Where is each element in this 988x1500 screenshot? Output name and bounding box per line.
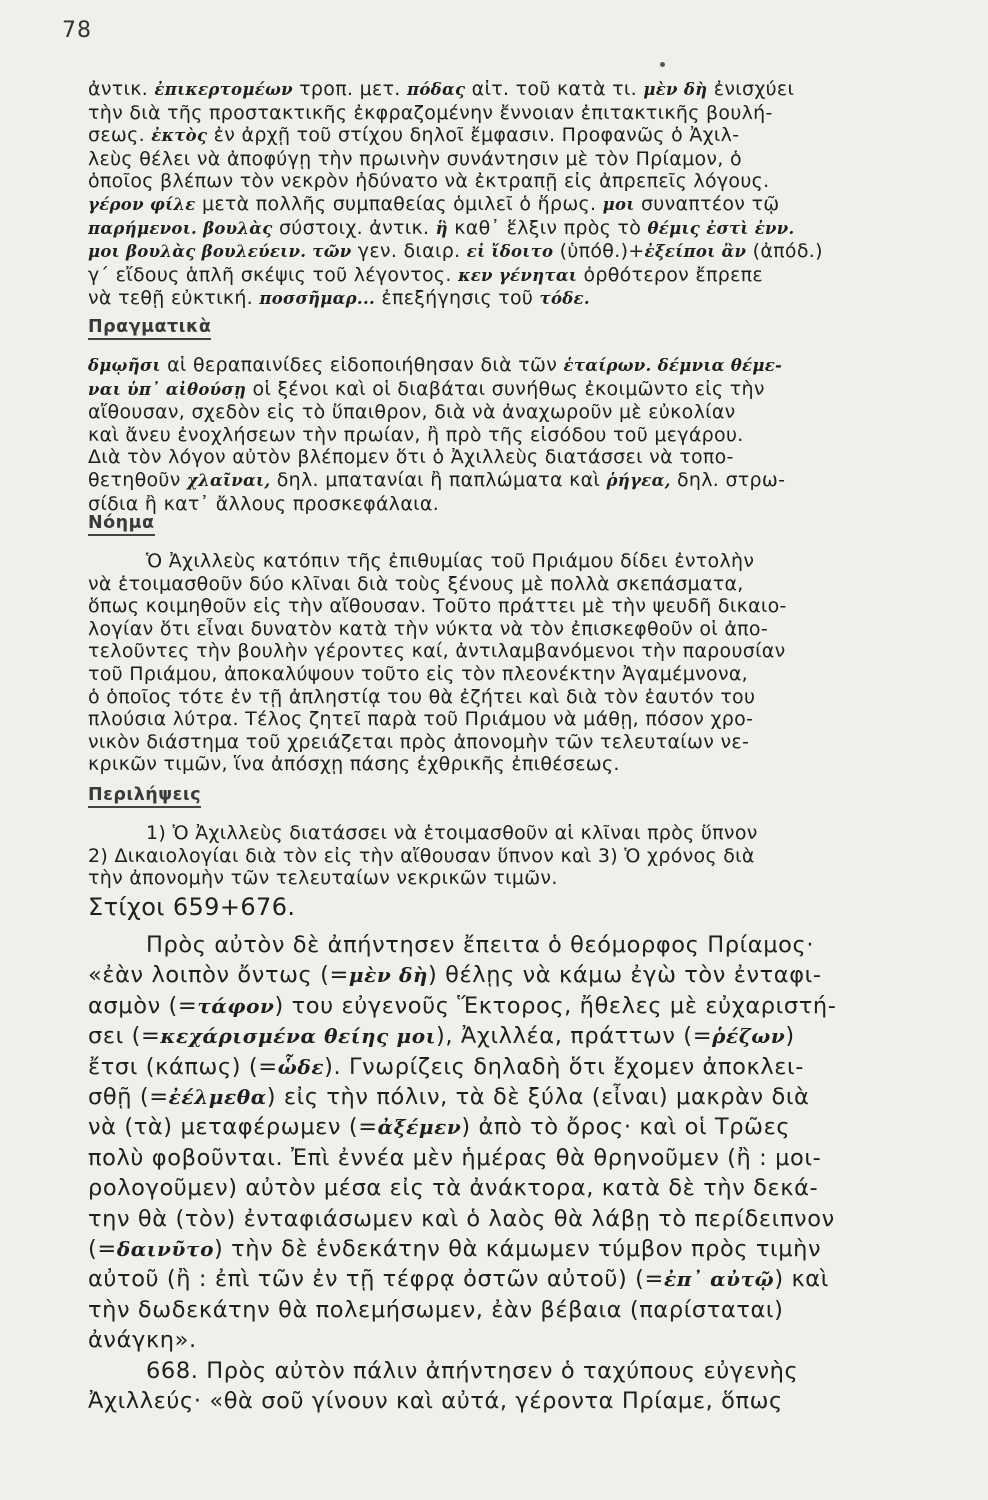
text-segment: ρολογοῦμεν) αὐτὸν μέσα εἰς τὰ ἀνάκτορα, κατὰ δὲ τὴν δεκά- — [88, 1175, 819, 1202]
italic-term: ναι ὑπ᾽ αἰθούσῃ — [88, 379, 247, 399]
italic-term: ἐπ᾽ αὐτῷ — [663, 1267, 775, 1292]
text-line — [88, 1386, 906, 1416]
text-line — [88, 1021, 906, 1051]
text-segment: σθῇ (= — [88, 1084, 169, 1111]
text-line — [88, 469, 906, 493]
text-segment: τοῦ Πριάμου, ἀποκαλύψουν τοῦτο εἰς τὸν πλεονέκτην Ἀγαμέμνονα, — [88, 662, 749, 685]
text-line — [88, 148, 906, 171]
text-line — [88, 1356, 906, 1386]
italic-term: ῥήγεα, — [606, 470, 671, 490]
text-segment: 1) Ὁ Ἀχιλλεὺς διατάσσει νὰ ἑτοιμασθοῦν αἱ κλῖναι πρὸς ὕπνον — [146, 822, 758, 844]
text-segment: σύστοιχ. ἀντικ. — [272, 216, 436, 239]
text-segment: Πρὸς αὐτὸν δὲ ἀπήντησεν ἔπειτα ὁ θεόμορφος Πρίαμος· — [146, 932, 815, 958]
text-line — [88, 102, 906, 125]
italic-term: κεχάρισμένα θείης μοι — [160, 1024, 436, 1049]
italic-term: ῥέζων — [712, 1024, 786, 1049]
text-line — [88, 446, 906, 469]
text-segment: (= — [88, 1236, 117, 1263]
text-line — [88, 663, 906, 686]
text-line — [88, 1143, 906, 1173]
text-segment: ἐνισχύει — [707, 78, 795, 100]
italic-term: ἑταίρων. δέμνια θέμε- — [563, 356, 783, 375]
italic-term: πόδας — [407, 80, 466, 99]
text-segment: τροπ. μετ. — [292, 78, 407, 100]
italic-term: τόδε. — [539, 289, 590, 309]
text-segment: συναπτέον τῷ — [634, 192, 780, 215]
text-segment: γ΄ εἴδους ἁπλῆ σκέψις τοῦ λέγοντος. — [88, 263, 459, 286]
italic-term: ποσσῆμαρ... — [259, 289, 376, 309]
text-line — [88, 1173, 906, 1203]
notes-block-pragmatika — [88, 354, 906, 515]
heading-noima: Νόημα — [88, 513, 155, 536]
text-segment: την θὰ (τὸν) ἐνταφιάσωμεν καὶ ὁ λαὸς θὰ λάβῃ τὸ περίδειπνον — [88, 1205, 835, 1232]
text-segment: τὴν διὰ τῆς προστακτικῆς ἐκφραζομένην ἔννοιαν ἐπιτακτικῆς βουλή- — [88, 101, 773, 124]
text-line — [88, 1234, 906, 1264]
text-segment: μετὰ πολλῆς συμπαθείας ὁμιλεῖ ὁ ἥρως. — [195, 192, 603, 215]
text-segment: τὴν δωδεκάτην θὰ πολεμήσωμεν, ἐὰν βέβαια (παρίσταται) — [88, 1296, 784, 1323]
heading-pragmatika: Πραγματικὰ — [88, 317, 211, 340]
text-line — [88, 170, 906, 193]
text-line — [88, 124, 906, 148]
text-line — [88, 354, 906, 378]
text-line — [88, 731, 906, 754]
text-segment: θετηθοῦν — [88, 468, 187, 491]
text-segment: (ὑπόθ.)+ — [553, 240, 645, 263]
text-line — [88, 845, 906, 868]
perilipseis-paragraph — [88, 822, 906, 890]
italic-term: ἐπικερτομέων — [154, 80, 293, 99]
italic-term: θέμις ἐστὶ ἐνν. — [647, 218, 795, 238]
italic-term: ἐέλμεθα — [168, 1085, 267, 1110]
text-line — [88, 1052, 906, 1082]
page-number: 78 — [62, 18, 92, 43]
italic-term: τάφον — [197, 993, 275, 1018]
text-segment: ασμὸν (= — [88, 992, 198, 1019]
text-segment: νικὸν διάστημα τοῦ χρειάζεται πρὸς ἀπονομὴν τῶν τελευταίων νε- — [88, 730, 750, 753]
italic-term: κεν γένηται — [458, 265, 578, 285]
text-line — [88, 1082, 906, 1112]
ink-dot — [660, 62, 665, 67]
text-segment: τὴν ἀπονομὴν τῶν τελευταίων νεκρικῶν τιμῶν. — [88, 867, 558, 890]
text-segment: «ἐὰν λοιπὸν ὄντως (= — [88, 962, 349, 989]
italic-term: μὲν δὴ — [348, 963, 429, 988]
text-line — [88, 1112, 906, 1142]
text-line — [88, 640, 906, 663]
text-segment: ὁποῖος βλέπων τὸν νεκρὸν ἠδύνατο νὰ ἐκτραπῇ εἰς ἀπρεπεῖς λόγους. — [88, 170, 770, 193]
text-segment: αὐτοῦ (ἢ : ἐπὶ τῶν ἐν τῇ τέφρᾳ ὀστῶν αὐτοῦ) (= — [88, 1266, 664, 1293]
text-line — [88, 550, 906, 573]
text-line — [88, 991, 906, 1021]
italic-term: δαινῦτο — [116, 1237, 215, 1262]
text-segment: ) θέλῃς νὰ κάμω ἐγὼ τὸν ἐνταφι- — [428, 962, 822, 989]
noima-paragraph — [88, 550, 906, 776]
text-segment: ἐν ἀρχῇ τοῦ στίχου δηλοῖ ἔμφασιν. Προφανῶς ὁ Ἀχιλ- — [207, 124, 740, 147]
text-segment: ) — [785, 1023, 795, 1050]
text-line — [88, 378, 906, 402]
text-segment: δηλ. στρω- — [670, 468, 786, 491]
text-line — [88, 595, 906, 618]
italic-term: ὧδε — [277, 1054, 325, 1079]
text-segment: γεν. διαιρ. — [351, 240, 467, 263]
italic-term: δμῳῆσι — [88, 356, 161, 375]
heading-perilipseis: Περιλήψεις — [88, 785, 201, 808]
italic-term: μὲν δὴ — [643, 80, 708, 99]
text-segment: σει (= — [88, 1023, 161, 1050]
text-line — [88, 493, 906, 516]
text-segment: ὁ ὁποῖος τότε ἐν τῇ ἀπληστίᾳ του θὰ ἐζήτει καὶ διὰ τὸν ἑαυτόν του — [88, 685, 756, 708]
text-segment: ἐπεξήγησις τοῦ — [375, 287, 540, 310]
italic-term: μοι — [602, 194, 635, 214]
text-segment: κρικῶν τιμῶν, ἵνα ἀπόσχῃ πάσης ἐχθρικῆς ἐπιθέσεως. — [88, 753, 620, 776]
text-segment: (ἀπόδ.) — [746, 240, 823, 263]
text-segment: Ὁ Ἀχιλλεὺς κατόπιν τῆς ἐπιθυμίας τοῦ Πριάμου δίδει ἐντολὴν — [146, 550, 755, 572]
text-segment: σεως. — [88, 124, 152, 147]
text-segment: ) του εὐγενοῦς Ἕκτορος, ἤθελες μὲ εὐχαριστή- — [274, 992, 837, 1019]
italic-term: ἀξέμεν — [377, 1115, 462, 1140]
text-line — [88, 264, 906, 288]
text-segment: αἴθουσαν, σχεδὸν εἰς τὸ ὕπαιθρον, διὰ νὰ ἀναχωροῦν μὲ εὐκολίαν — [88, 401, 736, 424]
text-segment: ἔτσι (κάπως) (= — [88, 1053, 278, 1080]
text-line — [88, 708, 906, 731]
text-segment: 668. Πρὸς αὐτὸν πάλιν ἀπήντησεν ὁ ταχύπους εὐγενὴς — [146, 1357, 799, 1384]
text-segment: ἀντικ. — [88, 78, 155, 100]
italic-term: γέρον φίλε — [88, 194, 196, 214]
text-line — [88, 573, 906, 596]
text-line — [88, 686, 906, 709]
text-segment: δηλ. μπατανίαι ἢ παπλώματα καὶ — [270, 468, 607, 491]
italic-term: ἐκτὸς — [151, 126, 208, 146]
text-line — [88, 1325, 906, 1355]
text-segment: ) καὶ — [774, 1266, 829, 1293]
text-segment: ) εἰς τὴν πόλιν, τὰ δὲ ξύλα (εἶναι) μακρὰν διὰ — [266, 1084, 810, 1111]
text-segment: λεὺς θέλει νὰ ἀποφύγῃ τὴν πρωινὴν συνάντησιν μὲ τὸν Πρίαμον, ὁ — [88, 147, 742, 170]
text-segment: νὰ τεθῇ εὐκτική. — [88, 287, 260, 310]
text-line — [88, 217, 906, 241]
text-segment: ὅπως κοιμηθοῦν εἰς τὴν αἴθουσαν. Τοῦτο πράττει μὲ τὴν ψευδῆ δικαιο- — [88, 595, 787, 618]
notes-block-a — [88, 78, 906, 311]
text-segment: Διὰ τὸν λόγον αὐτὸν βλέπομεν ὅτι ὁ Ἀχιλλεὺς διατάσσει νὰ τοπο- — [88, 446, 734, 469]
text-segment: ) ἀπὸ τὸ ὄρος· καὶ οἱ Τρῶες — [461, 1114, 791, 1141]
italic-term: χλαῖναι, — [186, 470, 271, 490]
text-line — [88, 240, 906, 264]
translation-paragraph — [88, 930, 906, 1417]
text-line — [88, 1264, 906, 1294]
text-line — [88, 753, 906, 776]
text-line — [88, 424, 906, 447]
text-line — [88, 287, 906, 311]
text-segment: καθ᾽ ἕλξιν πρὸς τὸ — [447, 216, 648, 239]
text-segment: λογίαν ὅτι εἶναι δυνατὸν κατὰ τὴν νύκτα νὰ τὸν ἐπισκεφθοῦν οἱ ἀπο- — [88, 617, 769, 640]
text-segment: νὰ ἑτοιμασθοῦν δύο κλῖναι διὰ τοὺς ξένους μὲ πολλὰ σκεπάσματα, — [88, 572, 744, 595]
text-line — [88, 822, 906, 845]
text-line — [88, 1204, 906, 1234]
italic-term: εἰ ἴδοιτο — [466, 242, 554, 262]
text-line — [88, 930, 906, 960]
text-line — [88, 78, 906, 102]
text-segment: πλούσια λύτρα. Τέλος ζητεῖ παρὰ τοῦ Πριάμου νὰ μάθῃ, πόσον χρο- — [88, 708, 754, 731]
text-line — [88, 193, 906, 217]
text-line — [88, 1295, 906, 1325]
text-segment: αἰτ. τοῦ κατὰ τι. — [465, 78, 644, 100]
verses-heading: Στίχοι 659+676. — [88, 893, 296, 921]
italic-term: ἣ — [435, 218, 448, 238]
text-segment: τελοῦντες τὴν βουλὴν γέροντες καί, ἀντιλαμβανόμενοι τὴν παρουσίαν — [88, 640, 786, 663]
text-line — [88, 867, 906, 890]
text-segment: Ἀχιλλεύς· «θὰ σοῦ γίνουν καὶ αὐτά, γέροντα Πρίαμε, ὅπως — [88, 1388, 783, 1415]
text-line — [88, 618, 906, 641]
italic-term: παρήμενοι. βουλὰς — [88, 218, 273, 238]
text-segment: ), Ἀχιλλέα, πράττων (= — [435, 1023, 713, 1050]
italic-term: μοι βουλὰς βουλεύειν. τῶν — [88, 242, 352, 262]
text-line — [88, 401, 906, 424]
italic-term: ἐξείποι ἂν — [644, 242, 747, 262]
text-segment: νὰ (τὰ) μεταφέρωμεν (= — [88, 1114, 378, 1141]
text-segment: πολὺ φοβοῦνται. Ἐπὶ ἐννέα μὲν ἡμέρας θὰ θρηνοῦμεν (ἢ : μοι- — [88, 1144, 822, 1171]
text-segment: ὀρθότερον ἔπρεπε — [577, 263, 763, 286]
text-segment: ). Γνωρίζεις δηλαδὴ ὅτι ἔχομεν ἀποκλει- — [324, 1053, 804, 1080]
text-segment: ) τὴν δὲ ἑνδεκάτην θὰ κάμωμεν τύμβον πρὸς τιμὴν — [214, 1236, 822, 1263]
text-segment: ἀνάγκη». — [88, 1327, 197, 1354]
text-segment: οἱ ξένοι καὶ οἱ διαβάται συνήθως ἐκοιμῶντο εἰς τὴν — [246, 377, 765, 400]
text-segment: αἱ θεραπαινίδες εἰδοποιήθησαν διὰ τῶν — [160, 354, 564, 376]
text-segment: σίδια ἢ κατ᾽ ἄλλους προσκεφάλαια. — [88, 492, 440, 515]
text-segment: 2) Δικαιολογίαι διὰ τὸν εἰς τὴν αἴθουσαν ὕπνον καὶ 3) Ὁ χρόνος διὰ — [88, 844, 755, 867]
text-segment: καὶ ἄνευ ἐνοχλήσεων τὴν πρωίαν, ἢ πρὸ τῆς εἰσόδου τοῦ μεγάρου. — [88, 423, 744, 446]
text-line — [88, 960, 906, 990]
